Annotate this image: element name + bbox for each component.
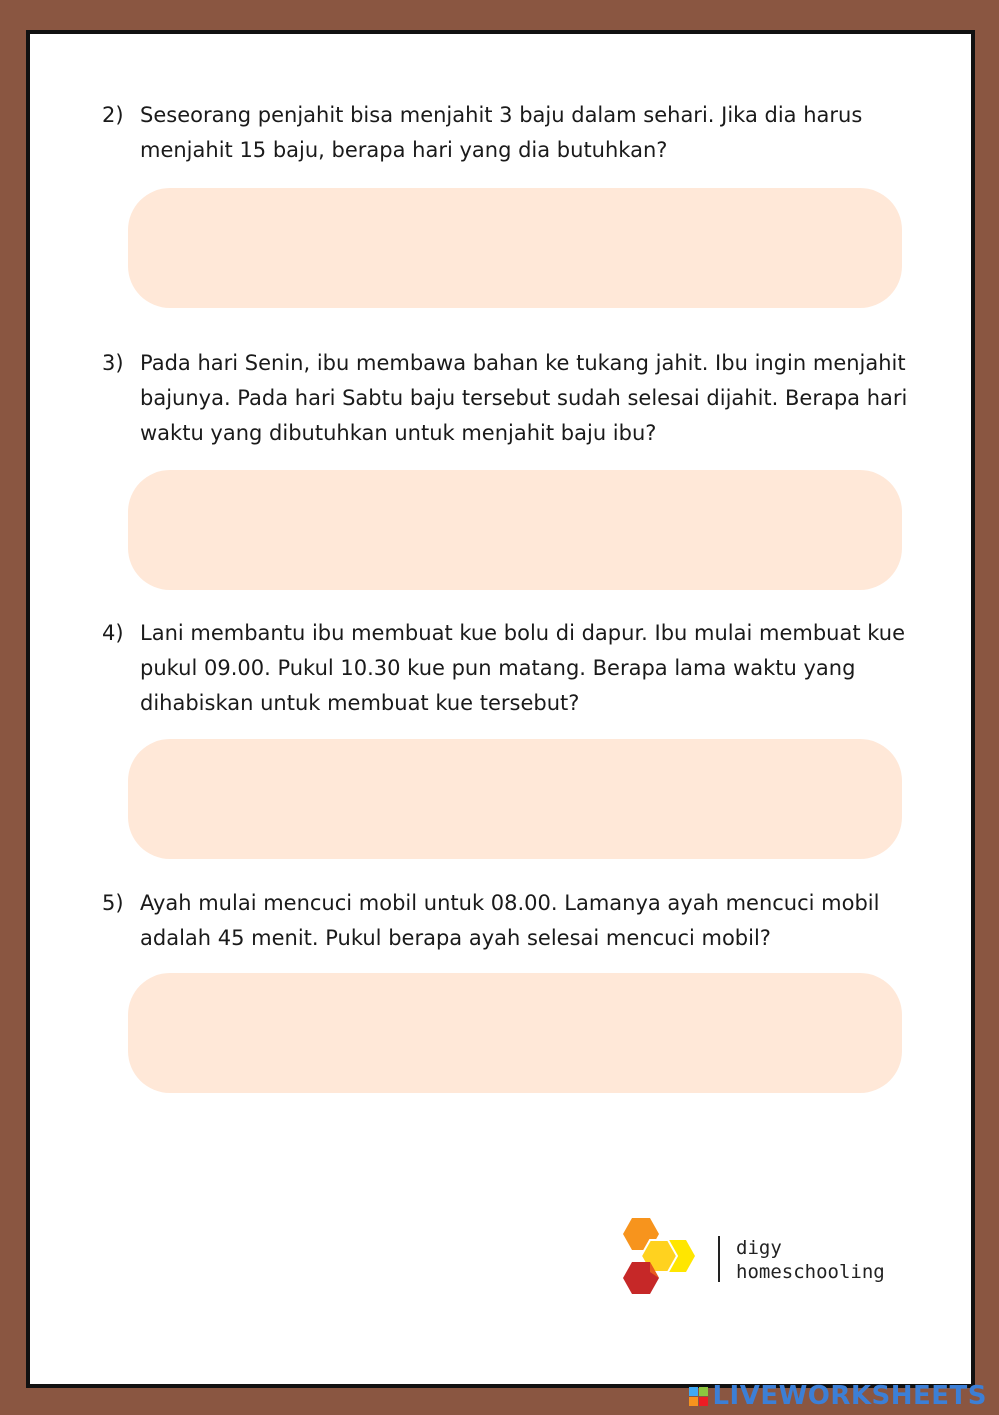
question-3 [102,346,912,451]
question-4 [102,616,912,721]
liveworksheets-logo-icon [689,1387,708,1406]
question-number: 3) [102,351,124,375]
question-number: 2) [102,103,124,127]
logo-line-1: digy [736,1237,782,1259]
question-5 [102,886,912,956]
answer-input-2[interactable] [128,188,902,308]
question-number: 5) [102,891,124,915]
answer-input-4[interactable] [128,739,902,859]
hexagon-logo-icon [618,1214,714,1306]
question-text: Pada hari Senin, ibu membawa bahan ke tukang jahit. Ibu ingin menjahit bajunya. Pada hari Sabtu baju tersebut sudah selesai dijahit. Berapa hari waktu yang dibutuhkan untuk menjahit baju ibu? [140,351,908,445]
question-2 [102,98,912,168]
question-text: Ayah mulai mencuci mobil untuk 08.00. Lamanya ayah mencuci mobil adalah 45 menit. Pukul berapa ayah selesai mencuci mobil? [140,891,880,950]
worksheet-page [26,30,975,1388]
logo-text [736,1236,885,1284]
question-text: Lani membantu ibu membuat kue bolu di dapur. Ibu mulai membuat kue pukul 09.00. Pukul 10.30 kue pun matang. Berapa lama waktu yang dihabiskan untuk membuat kue tersebut? [140,621,905,715]
logo-divider [718,1236,720,1282]
watermark-text: LIVEWORKSHEETS [712,1381,987,1411]
answer-input-5[interactable] [128,973,902,1093]
question-number: 4) [102,621,124,645]
answer-input-3[interactable] [128,470,902,590]
liveworksheets-watermark [689,1381,987,1411]
logo-line-2: homeschooling [736,1261,885,1283]
question-text: Seseorang penjahit bisa menjahit 3 baju dalam sehari. Jika dia harus menjahit 15 baju, berapa hari yang dia butuhkan? [140,103,863,162]
digy-logo [618,1214,898,1306]
